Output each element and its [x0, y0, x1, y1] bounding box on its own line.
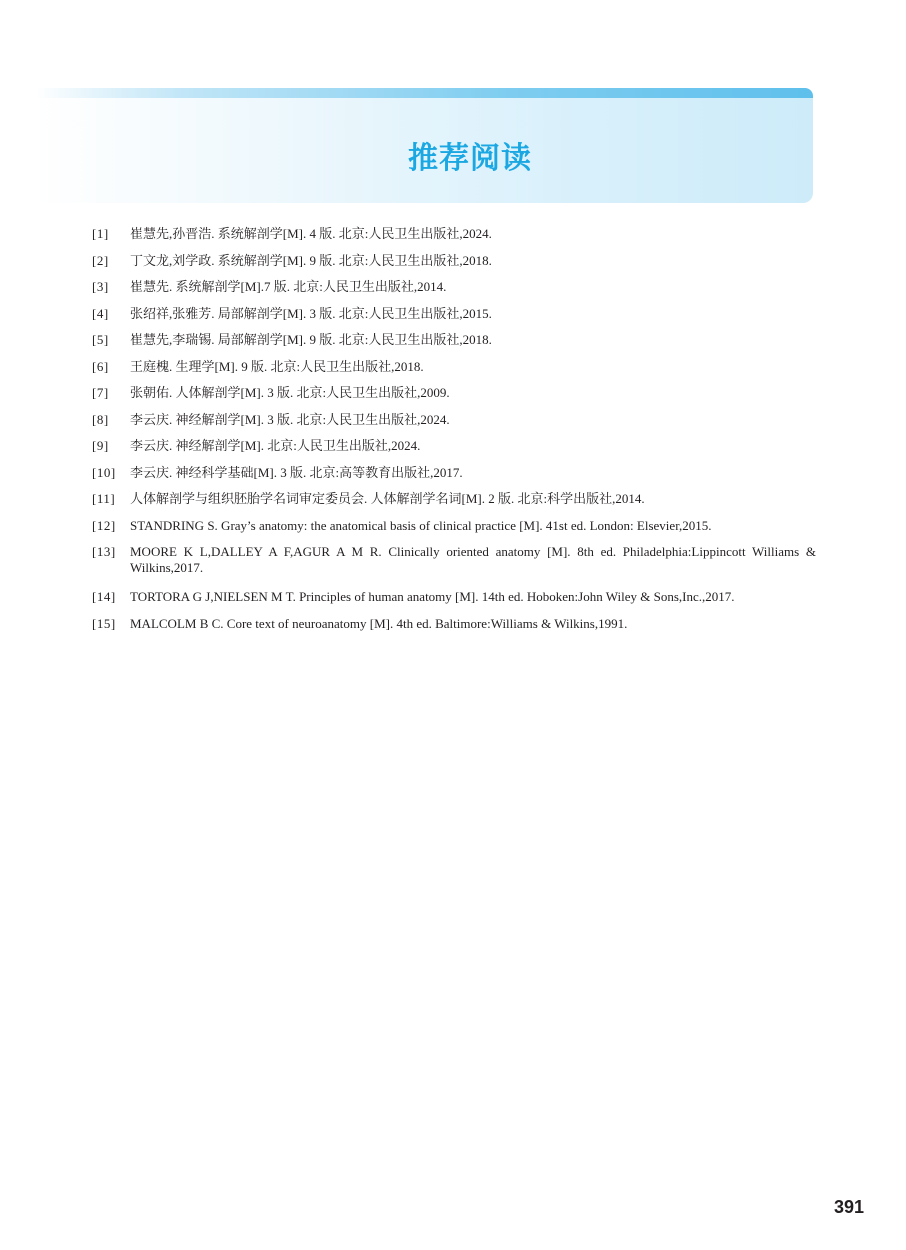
reference-number: [4]: [92, 305, 109, 321]
reference-number: [5]: [92, 332, 109, 347]
reference-number: [14]: [92, 589, 116, 604]
reference-item: [92, 465, 816, 481]
reference-item: [92, 544, 816, 576]
reference-text: 王庭槐. 生理学[M]. 9 版. 北京:人民卫生出版社,2018.: [130, 358, 424, 374]
reference-number: [11]: [92, 491, 116, 506]
title-banner-accent-line: [36, 88, 813, 98]
reference-number: [7]: [92, 385, 109, 400]
reference-item: [92, 412, 816, 428]
reference-number: [1]: [92, 226, 109, 241]
reference-text: 崔慧先,李瑞锡. 局部解剖学[M]. 9 版. 北京:人民卫生出版社,2018.: [130, 332, 492, 347]
reference-text: TORTORA G J,NIELSEN M T. Principles of human anatomy [M]. 14th ed. Hoboken:John Wiley & Sons,Inc.,2017.: [130, 589, 735, 604]
reference-item: [92, 359, 816, 375]
page-title: 推荐阅读: [408, 141, 532, 176]
reference-text: 李云庆. 神经解剖学[M]. 北京:人民卫生出版社,2024.: [130, 438, 421, 453]
reference-item: [92, 332, 816, 348]
reference-item: [92, 253, 816, 269]
reference-number: [8]: [92, 411, 109, 427]
reference-list: [92, 226, 816, 642]
reference-number: [6]: [92, 358, 109, 374]
reference-number: [12]: [92, 517, 116, 533]
reference-text: STANDRING S. Gray’s anatomy: the anatomical basis of clinical practice [M]. 41st ed. London: Elsevier,2015.: [130, 517, 712, 533]
reference-item: [92, 589, 816, 605]
reference-number: [9]: [92, 438, 109, 453]
reference-number: [3]: [92, 279, 109, 294]
reference-text: 崔慧先,孙晋浩. 系统解剖学[M]. 4 版. 北京:人民卫生出版社,2024.: [130, 226, 492, 241]
reference-number: [13]: [92, 544, 116, 559]
reference-item: [92, 438, 816, 454]
reference-text: 张朝佑. 人体解剖学[M]. 3 版. 北京:人民卫生出版社,2009.: [130, 385, 450, 400]
reference-text: 李云庆. 神经科学基础[M]. 3 版. 北京:高等教育出版社,2017.: [130, 464, 463, 480]
reference-item: [92, 491, 816, 507]
reference-text: MALCOLM B C. Core text of neuroanatomy [M]. 4th ed. Baltimore:Williams & Wilkins,1991.: [130, 615, 628, 631]
reference-text: MOORE K L,DALLEY A F,AGUR A M R. Clinically oriented anatomy [M]. 8th ed. Philadelphia:Lippincott Williams & Wilkins,2017.: [130, 544, 816, 575]
reference-text: 人体解剖学与组织胚胎学名词审定委员会. 人体解剖学名词[M]. 2 版. 北京:科学出版社,2014.: [130, 491, 645, 506]
reference-text: 李云庆. 神经解剖学[M]. 3 版. 北京:人民卫生出版社,2024.: [130, 411, 450, 427]
reference-number: [15]: [92, 615, 116, 631]
reference-number: [2]: [92, 252, 109, 268]
reference-text: 丁文龙,刘学政. 系统解剖学[M]. 9 版. 北京:人民卫生出版社,2018.: [130, 252, 492, 268]
reference-item: [92, 518, 816, 534]
reference-number: [10]: [92, 464, 116, 480]
reference-item: [92, 226, 816, 242]
reference-item: [92, 306, 816, 322]
reference-item: [92, 616, 816, 632]
page-number: 391: [833, 1197, 864, 1217]
reference-item: [92, 385, 816, 401]
reference-item: [92, 279, 816, 295]
reference-text: 崔慧先. 系统解剖学[M].7 版. 北京:人民卫生出版社,2014.: [130, 279, 447, 294]
reference-text: 张绍祥,张雅芳. 局部解剖学[M]. 3 版. 北京:人民卫生出版社,2015.: [130, 305, 492, 321]
